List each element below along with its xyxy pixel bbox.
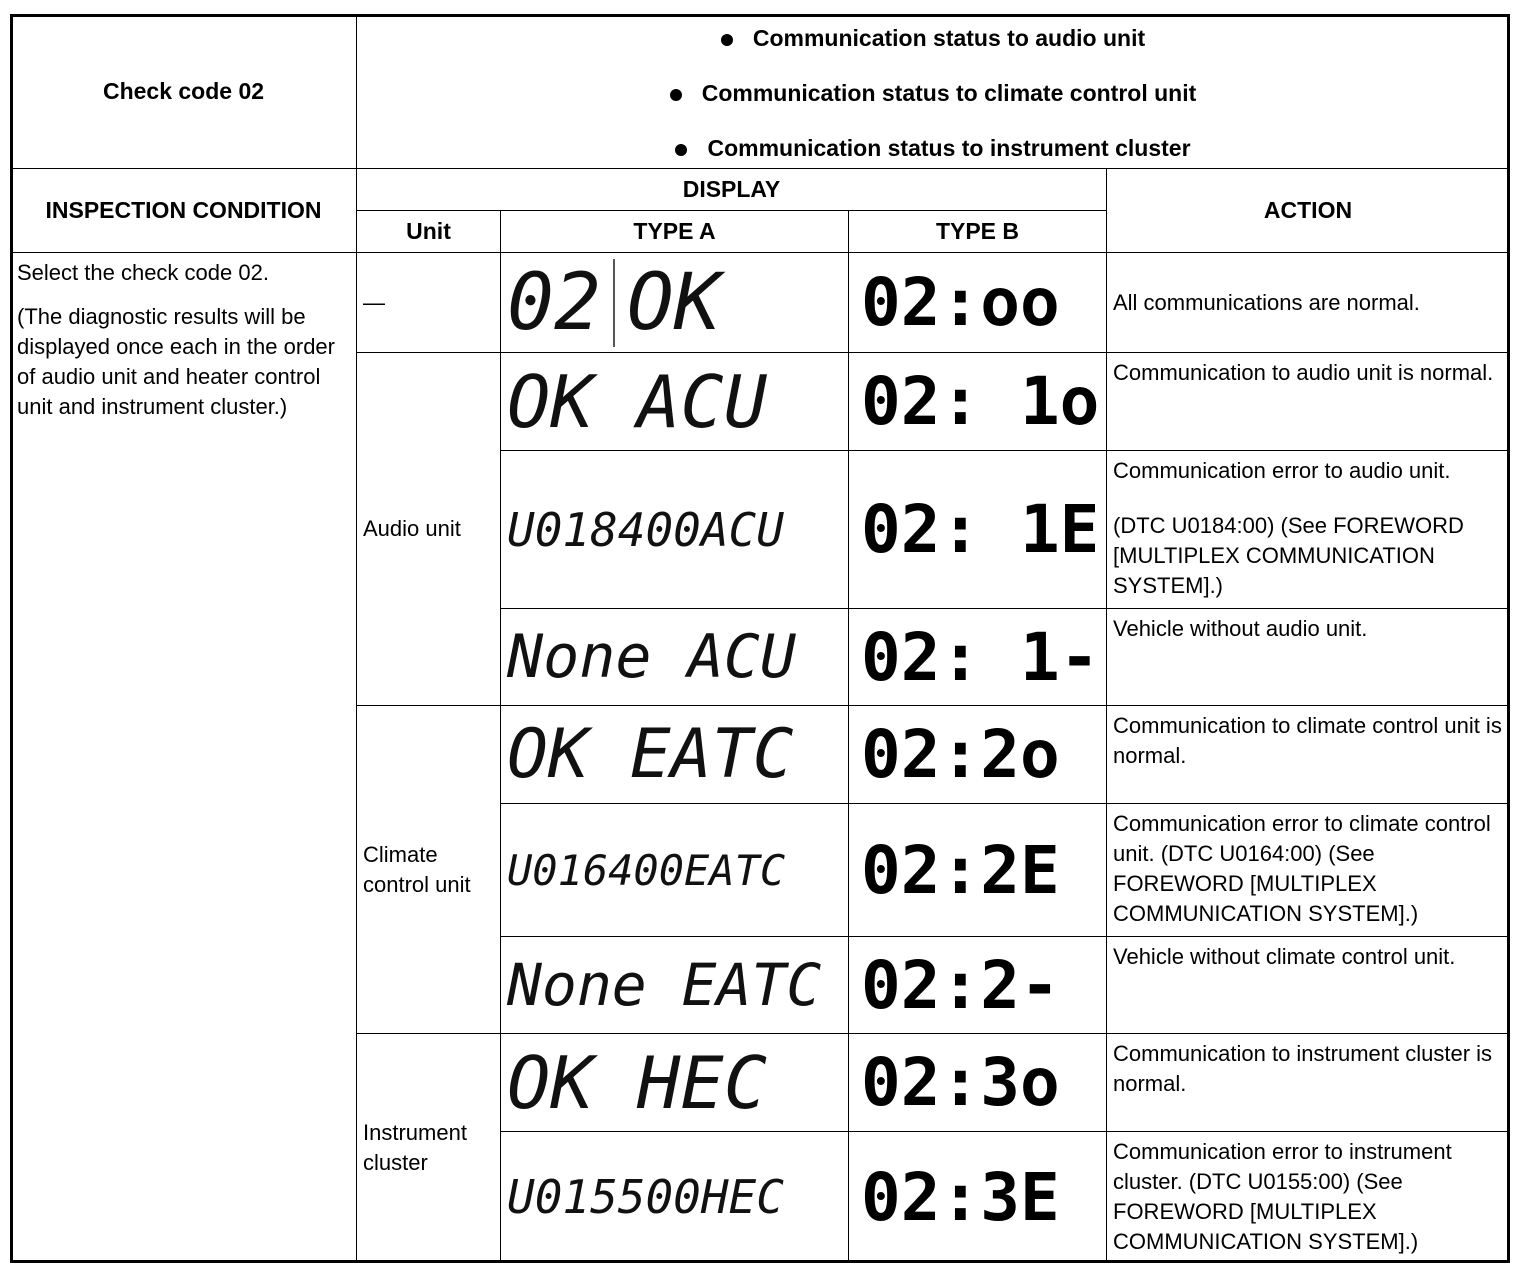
display-divider (613, 259, 615, 347)
type-b-display: 02:2E (848, 803, 1107, 937)
check-code-label: Check code 02 (102, 78, 265, 104)
type-a-display: 02 OK (500, 252, 849, 353)
action-cell: All communications are normal. (1106, 252, 1510, 353)
type-b-header: TYPE B (848, 210, 1107, 253)
type-a-display: U016400EATC (500, 803, 849, 937)
type-a-display: OK HEC (500, 1033, 849, 1132)
check-code-cell (10, 14, 357, 169)
check-bullets-cell (356, 14, 1510, 169)
unit-cell-climate: Climate control unit (356, 705, 501, 1034)
action-cell: Communication to climate control unit is normal. (1106, 705, 1510, 804)
inspection-step: Select the check code 02. (17, 260, 269, 285)
type-a-display: OK EATC (500, 705, 849, 804)
bullet-dot-icon (670, 89, 682, 101)
action-cell: Vehicle without audio unit. (1106, 608, 1510, 706)
type-a-display: OK ACU (500, 352, 849, 451)
type-a-display: None EATC (500, 936, 849, 1034)
bullet-dot-icon (675, 144, 687, 156)
bullet-item: Communication status to instrument cluster (357, 135, 1509, 162)
type-a-display: None ACU (500, 608, 849, 706)
action-cell: Communication error to instrument cluster. (DTC U0155:00) (See FOREWORD [MULTIPLEX COMMUNICATION SYSTEM].) (1106, 1131, 1510, 1263)
unit-header: Unit (356, 210, 501, 253)
action-cell: Communication error to audio unit. (DTC U0184:00) (See FOREWORD [MULTIPLEX COMMUNICATION SYSTEM].) (1106, 450, 1510, 609)
bullet-item: Communication status to climate control unit (357, 80, 1509, 107)
bullet-item: Communication status to audio unit (357, 25, 1509, 52)
inspection-condition-header: INSPECTION CONDITION (10, 168, 357, 253)
action-cell: Communication to instrument cluster is normal. (1106, 1033, 1510, 1132)
type-b-display: 02:oo (848, 252, 1107, 353)
type-b-display: 02:2o (848, 705, 1107, 804)
type-b-display: 02:2- (848, 936, 1107, 1034)
action-header: ACTION (1106, 168, 1510, 253)
display-header: DISPLAY (356, 168, 1107, 211)
type-b-display: 02:3o (848, 1033, 1107, 1132)
type-b-display: 02: 1E (848, 450, 1107, 609)
action-cell: Communication error to climate control unit. (DTC U0164:00) (See FOREWORD [MULTIPLEX COMMUNICATION SYSTEM].) (1106, 803, 1510, 937)
unit-cell-none: — (356, 252, 501, 353)
bullet-dot-icon (721, 34, 733, 46)
action-cell: Communication to audio unit is normal. (1106, 352, 1510, 451)
type-b-display: 02: 1- (848, 608, 1107, 706)
unit-cell-instrument: Instrument cluster (356, 1033, 501, 1263)
type-b-display: 02:3E (848, 1131, 1107, 1263)
type-a-header: TYPE A (500, 210, 849, 253)
type-a-display: U015500HEC (500, 1131, 849, 1263)
action-cell: Vehicle without climate control unit. (1106, 936, 1510, 1034)
type-b-display: 02: 1o (848, 352, 1107, 451)
unit-cell-audio: Audio unit (356, 352, 501, 706)
type-a-display: U018400ACU (500, 450, 849, 609)
inspection-note: (The diagnostic results will be displayed once each in the order of audio unit and heater control unit and instrument cluster.) (17, 304, 335, 419)
inspection-condition-cell (10, 252, 357, 1263)
